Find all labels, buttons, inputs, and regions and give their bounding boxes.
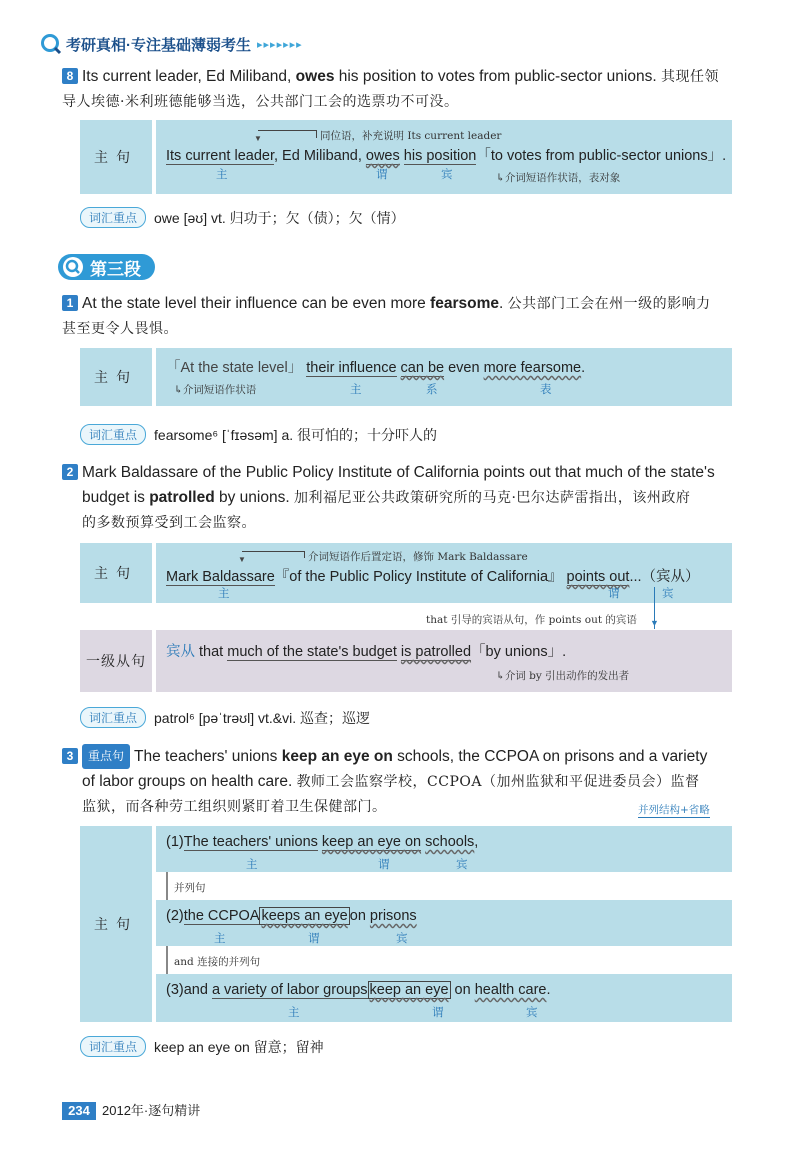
vocab-tag: 词汇重点 <box>80 207 146 228</box>
sentence-1: 1 At the state level their influence can be even more fearsome. 公共部门工会在州一级的影响力 甚至更令人畏惧。 <box>62 295 711 337</box>
sentence-number: 8 <box>62 68 78 84</box>
analysis-label-box: 主句 <box>80 826 152 1022</box>
analysis-box-1: 「At the state level」 their influence can be even more fearsome. ↳介词短语作状语 主 系 表 <box>156 348 732 406</box>
analysis-label-box: 主句 <box>80 543 152 603</box>
vocab-row-2: 词汇重点 patrol⁶ [pəˈtrəʊl] vt.&vi. 巡查；巡逻 <box>80 707 370 728</box>
analysis-box-3b: (2)the CCPOA keeps an eye on prisons 主 谓 宾 <box>156 900 732 946</box>
analysis-label-box: 主句 <box>80 348 152 406</box>
analysis-box-2: ▼ 介词短语作后置定语，修饰 Mark Baldassare Mark Baldassare『of the Public Policy Institute of California』 points out...（宾从） 主 谓 宾 <box>156 543 732 603</box>
analysis-sentence: Its current leader, Ed Miliband, owes his position「to votes from public-sector unions」. <box>166 148 727 164</box>
analysis-box-3c: (3)and a variety of labor groups keep an eye on health care. 主 谓 宾 <box>156 974 732 1022</box>
analysis-label-box: 一级从句 <box>80 630 152 692</box>
analysis-box-3a: (1)The teachers' unions keep an eye on schools, 主 谓 宾 <box>156 826 732 872</box>
vocab-row-3: 词汇重点 keep an eye on 留意；留神 <box>80 1036 324 1057</box>
page-number: 234 <box>62 1102 96 1120</box>
vocab-row-8: 词汇重点 owe [əʊ] vt. 归功于；欠（债）；欠（情） <box>80 207 405 228</box>
search-icon <box>62 256 84 278</box>
analysis-box-2b: 宾从 that much of the state's budget is patrolled「by unions」. ↳介词 by 引出动作的发出者 <box>156 630 732 692</box>
vocab-row-1: 词汇重点 fearsome⁶ [ˈfɪəsəm] a. 很可怕的；十分吓人的 <box>80 424 437 445</box>
page-header <box>40 30 303 58</box>
header-title: 考研真相·专注基础薄弱考生 <box>66 36 251 54</box>
sentence-2: 2 Mark Baldassare of the Public Policy Institute of California points out that much of the state's budget is patrolled by unions. 加利福尼亚公共政策研究所的马克·巴尔达萨雷指出，该州政府 的多数预算受到工会监察。 <box>62 460 762 536</box>
section-title: 第三段 <box>58 254 155 280</box>
footer-text: 2012年·逐句精讲 <box>102 1103 201 1118</box>
search-logo-icon <box>40 33 62 55</box>
analysis-label-box: 主句 <box>80 120 152 194</box>
header-arrows: ▸▸▸▸▸▸▸ <box>257 38 303 51</box>
sentence-3: 3 重点句 The teachers' unions keep an eye on schools, the CCPOA on prisons and a variety of labor groups on health care. 教师工会监察学校，CCPOA（加州监狱和平促进委员会）监督 监狱，而各种劳工组织则紧盯着卫生保健部门。 <box>62 744 762 820</box>
key-sentence-tag: 重点句 <box>82 744 130 769</box>
sentence-8: 8 Its current leader, Ed Miliband, owes his position to votes from public-sector unions. 其现任领 导人埃德·米利班德能够当选，公共部门工会的选票功不可没。 <box>62 68 719 110</box>
analysis-box-8: ▼ 同位语，补充说明 Its current leader Its current leader, Ed Miliband, owes his position「to votes from public-sector unions」. 主 谓 宾 ↳介词短语作状语，表对象 <box>156 120 732 194</box>
